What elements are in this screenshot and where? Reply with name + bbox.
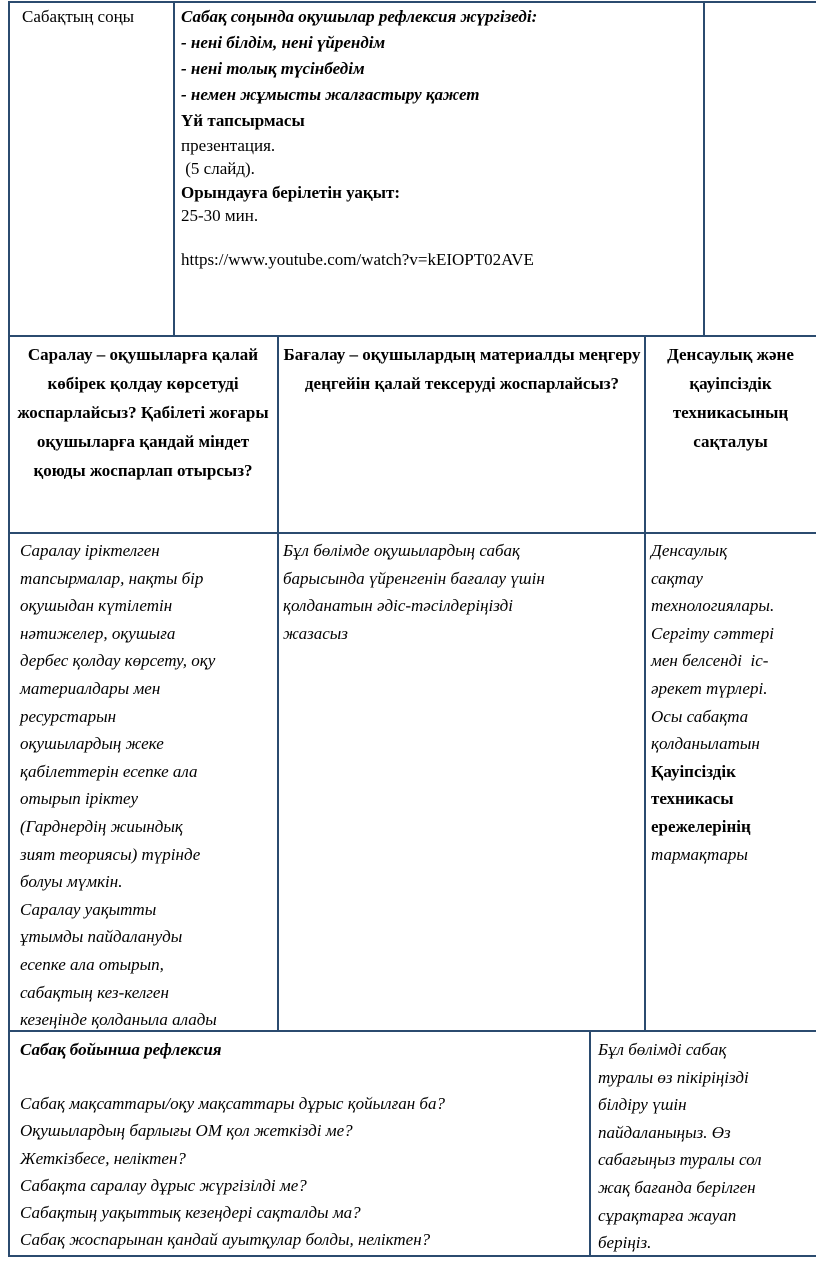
differentiation-line: кезеңінде қолданыла алады: [20, 1010, 217, 1030]
lesson-reflection-title: Сабақ бойынша рефлексия: [20, 1040, 222, 1059]
differentiation-line: болуы мүмкін.: [20, 872, 123, 892]
lesson-end-label: Сабақтың соңы: [22, 7, 135, 26]
assessment-line: барысында үйренгенін бағалау үшін: [283, 568, 545, 588]
reflection-note-line: туралы өз пікіріңізді: [598, 1067, 749, 1087]
assessment-line: қолданатын әдіс-тәсілдеріңізді: [283, 596, 513, 616]
assessment-line: жазасыз: [283, 623, 348, 643]
reflection-note-line: беріңіз.: [598, 1233, 652, 1253]
safety-bold-line: ережелерінің: [651, 816, 751, 836]
assessment-content: [283, 537, 643, 647]
homework-line: (5 слайд).: [181, 159, 255, 178]
safety-bold-line: Қауіпсіздік: [651, 761, 736, 781]
time-title: Орындауға берілетін уақыт:: [181, 183, 401, 202]
reflection-question: Сабақта саралау дұрыс жүргізілді ме?: [20, 1175, 307, 1195]
health-line: технологиялары.: [651, 596, 775, 616]
safety-tail: тармақтары: [651, 844, 748, 864]
differentiation-header: [12, 340, 274, 485]
video-link[interactable]: https://www.youtube.com/watch?v=kEIOPT02AVE: [181, 250, 534, 269]
assessment-line: Бұл бөлімде оқушылардың сабақ: [283, 541, 520, 560]
differentiation-line: тапсырмалар, нақты бір: [20, 568, 204, 588]
reflection-note-line: жақ бағанда берілген: [598, 1177, 756, 1197]
assessment-header: [280, 340, 644, 398]
health-line: қолданылатын: [651, 734, 760, 754]
differentiation-line: есепке ала отырып,: [20, 954, 164, 974]
homework-line: презентация.: [181, 136, 276, 155]
differentiation-line: Саралау іріктелген: [20, 541, 160, 560]
reflection-note-cell: [598, 1036, 816, 1257]
health-line: Осы сабақта: [651, 706, 749, 726]
differentiation-line: ресурстарын: [20, 706, 117, 726]
lesson-reflection-cell: [20, 1036, 585, 1253]
reflection-question: Оқушылардың барлығы ОМ қол жеткізді ме?: [20, 1121, 353, 1141]
differentiation-line: оқушыдан күтілетін: [20, 596, 173, 616]
health-line: әрекет түрлері.: [651, 678, 768, 698]
health-line: Денсаулық: [651, 541, 728, 560]
differentiation-line: Саралау уақытты: [20, 899, 157, 919]
health-line: сақтау: [651, 568, 703, 588]
reflection-question: Жеткізбесе, неліктен?: [20, 1148, 186, 1168]
reflection-intro: Сабақ соңында оқушылар рефлексия жүргізеді:: [181, 7, 538, 26]
assessment-header-text: Бағалау – оқушылардың материалды меңгеру деңгейін қалай тексеруді жоспарлайсыз?: [283, 345, 641, 393]
differentiation-line: материалдары мен: [20, 678, 161, 698]
reflection-item: - нені білдім, нені үйрендім: [181, 33, 386, 52]
reflection-note-line: Бұл бөлімді сабақ: [598, 1040, 727, 1059]
health-line: Сергіту сәттері: [651, 623, 774, 643]
safety-bold-line: техникасы: [651, 789, 734, 809]
differentiation-line: дербес қолдау көрсету, оқу: [20, 651, 216, 671]
differentiation-line: отырып іріктеу: [20, 789, 139, 809]
lesson-end-label-cell: [22, 6, 172, 28]
reflection-note-line: пайдаланыңыз. Өз: [598, 1122, 731, 1142]
reflection-note-line: білдіру үшін: [598, 1095, 687, 1115]
differentiation-line: оқушылардың жеке: [20, 734, 164, 754]
homework-title: Үй тапсырмасы: [181, 111, 305, 130]
health-safety-header-text: Денсаулық және қауіпсіздік техникасының сақталуы: [667, 345, 794, 451]
reflection-note-line: сабағыңыз туралы сол: [598, 1150, 762, 1170]
lesson-end-content-cell: [181, 4, 703, 271]
reflection-question: Сабақтың уақыттық кезеңдері сақталды ма?: [20, 1203, 361, 1223]
health-safety-header: [645, 340, 816, 456]
reflection-item: - нені толық түсінбедім: [181, 59, 365, 78]
reflection-note-line: сұрақтарға жауап: [598, 1205, 737, 1225]
differentiation-line: зият теориясы) түрінде: [20, 844, 201, 864]
reflection-question: Сабақ мақсаттары/оқу мақсаттары дұрыс қойылған ба?: [20, 1094, 445, 1114]
differentiation-line: нәтижелер, оқушыға: [20, 623, 176, 643]
differentiation-header-text: Саралау – оқушыларға қалай көбірек қолдау көрсетуді жоспарлайсыз? Қабілеті жоғары оқушыларға қандай міндет қоюды жоспарлап отырсыз?: [17, 345, 269, 480]
differentiation-line: сабақтың кез-келген: [20, 982, 169, 1002]
differentiation-content: [20, 537, 276, 1034]
health-line: мен белсенді іс-: [651, 651, 769, 671]
differentiation-line: ұтымды пайдалануды: [20, 927, 183, 947]
reflection-item: - немен жұмысты жалғастыру қажет: [181, 85, 480, 104]
differentiation-line: (Гарднердің жиындық: [20, 816, 183, 836]
reflection-question: Сабақ жоспарынан қандай ауытқулар болды, неліктен?: [20, 1230, 431, 1250]
health-safety-content: [651, 537, 816, 868]
time-value: 25-30 мин.: [181, 206, 259, 225]
differentiation-line: қабілеттерін есепке ала: [20, 761, 198, 781]
